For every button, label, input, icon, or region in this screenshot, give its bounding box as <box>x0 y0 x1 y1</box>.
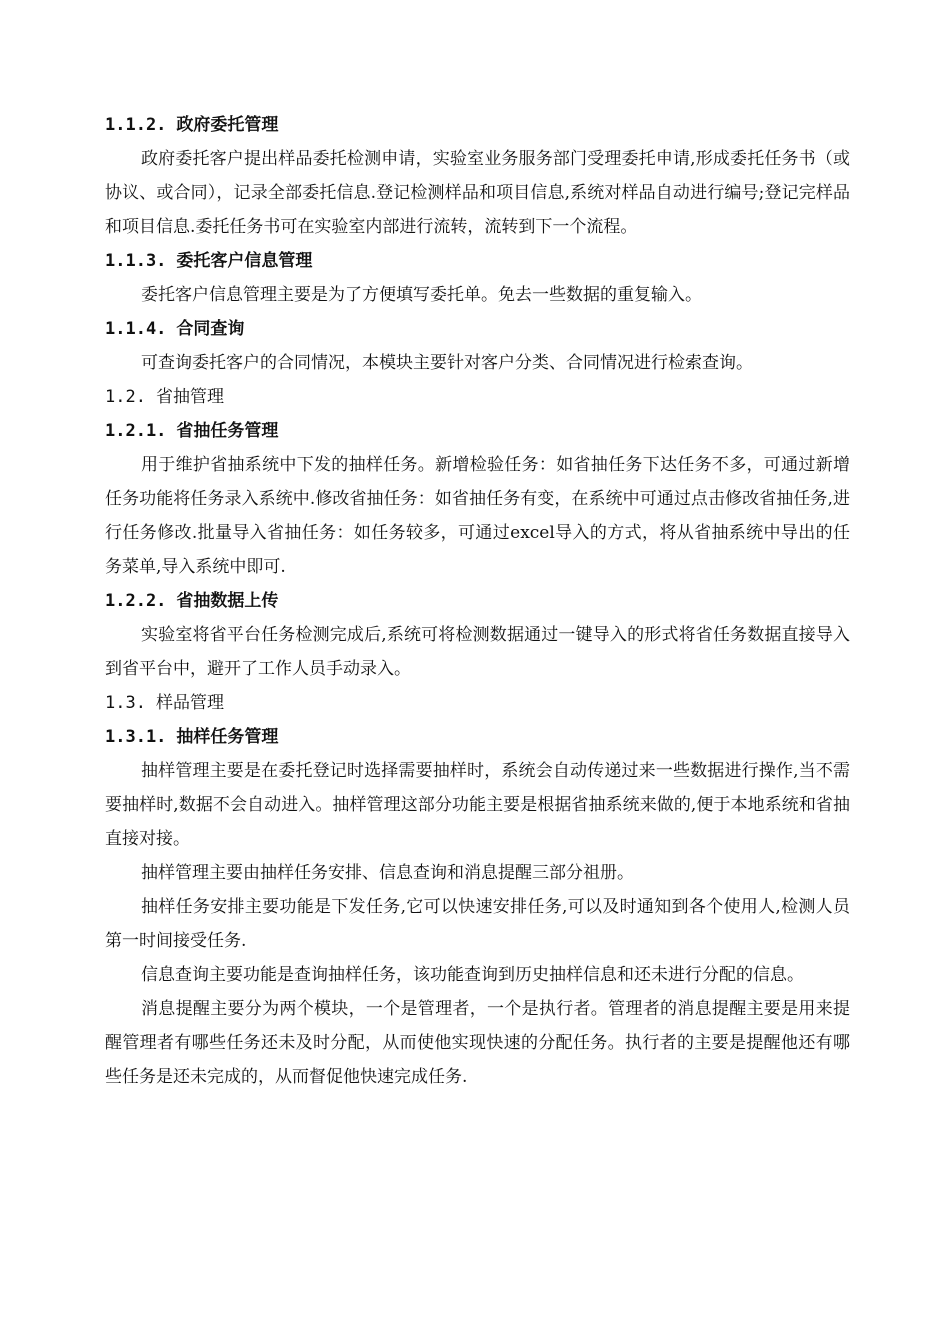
heading-1-3 <box>105 686 850 720</box>
heading-title: 合同查询 <box>176 319 245 339</box>
heading-title: 政府委托管理 <box>176 115 279 135</box>
heading-number: 1.3. <box>105 693 146 713</box>
heading-1-2-1 <box>105 414 850 448</box>
document-body <box>105 108 850 1094</box>
heading-number: 1.1.3. <box>105 251 167 271</box>
heading-1-1-3 <box>105 244 850 278</box>
paragraph: 用于维护省抽系统中下发的抽样任务。新增检验任务：如省抽任务下达任务不多，可通过新增任务功能将任务录入系统中.修改省抽任务：如省抽任务有变，在系统中可通过点击修改省抽任务,进行任务修改.批量导入省抽任务：如任务较多，可通过excel导入的方式，将从省抽系统中导出的任务菜单,导入系统中即可. <box>105 455 850 577</box>
heading-title: 省抽管理 <box>155 387 224 407</box>
paragraph: 消息提醒主要分为两个模块，一个是管理者，一个是执行者。管理者的消息提醒主要是用来提醒管理者有哪些任务还未及时分配，从而使他实现快速的分配任务。执行者的主要是提醒他还有哪些任务是还未完成的，从而督促他快速完成任务. <box>105 999 850 1087</box>
heading-number: 1.2.1. <box>105 421 167 441</box>
heading-title: 委托客户信息管理 <box>176 251 313 271</box>
heading-number: 1.2. <box>105 387 146 407</box>
heading-title: 抽样任务管理 <box>176 727 279 747</box>
heading-1-2 <box>105 380 850 414</box>
paragraph: 抽样任务安排主要功能是下发任务,它可以快速安排任务,可以及时通知到各个使用人,检测人员第一时间接受任务. <box>105 897 850 951</box>
heading-1-3-1 <box>105 720 850 754</box>
paragraph: 可查询委托客户的合同情况，本模块主要针对客户分类、合同情况进行检索查询。 <box>141 353 753 373</box>
paragraph: 抽样管理主要由抽样任务安排、信息查询和消息提醒三部分祖册。 <box>141 863 634 883</box>
paragraph: 实验室将省平台任务检测完成后,系统可将检测数据通过一键导入的形式将省任务数据直接导入到省平台中，避开了工作人员手动录入。 <box>105 625 850 679</box>
heading-number: 1.1.4. <box>105 319 167 339</box>
heading-1-1-4 <box>105 312 850 346</box>
heading-number: 1.1.2. <box>105 115 167 135</box>
heading-1-2-2 <box>105 584 850 618</box>
heading-number: 1.2.2. <box>105 591 167 611</box>
heading-1-1-2 <box>105 108 850 142</box>
heading-title: 省抽任务管理 <box>176 421 279 441</box>
paragraph: 抽样管理主要是在委托登记时选择需要抽样时，系统会自动传递过来一些数据进行操作,当不需要抽样时,数据不会自动进入。抽样管理这部分功能主要是根据省抽系统来做的,便于本地系统和省抽直接对接。 <box>105 761 850 849</box>
heading-title: 省抽数据上传 <box>176 591 279 611</box>
paragraph: 信息查询主要功能是查询抽样任务，该功能查询到历史抽样信息和还未进行分配的信息。 <box>141 965 804 985</box>
heading-number: 1.3.1. <box>105 727 167 747</box>
paragraph: 政府委托客户提出样品委托检测申请，实验室业务服务部门受理委托申请,形成委托任务书（或协议、或合同），记录全部委托信息.登记检测样品和项目信息,系统对样品自动进行编号;登记完样品和项目信息.委托任务书可在实验室内部进行流转，流转到下一个流程。 <box>105 149 850 237</box>
paragraph: 委托客户信息管理主要是为了方便填写委托单。免去一些数据的重复输入。 <box>141 285 702 305</box>
heading-title: 样品管理 <box>155 693 224 713</box>
